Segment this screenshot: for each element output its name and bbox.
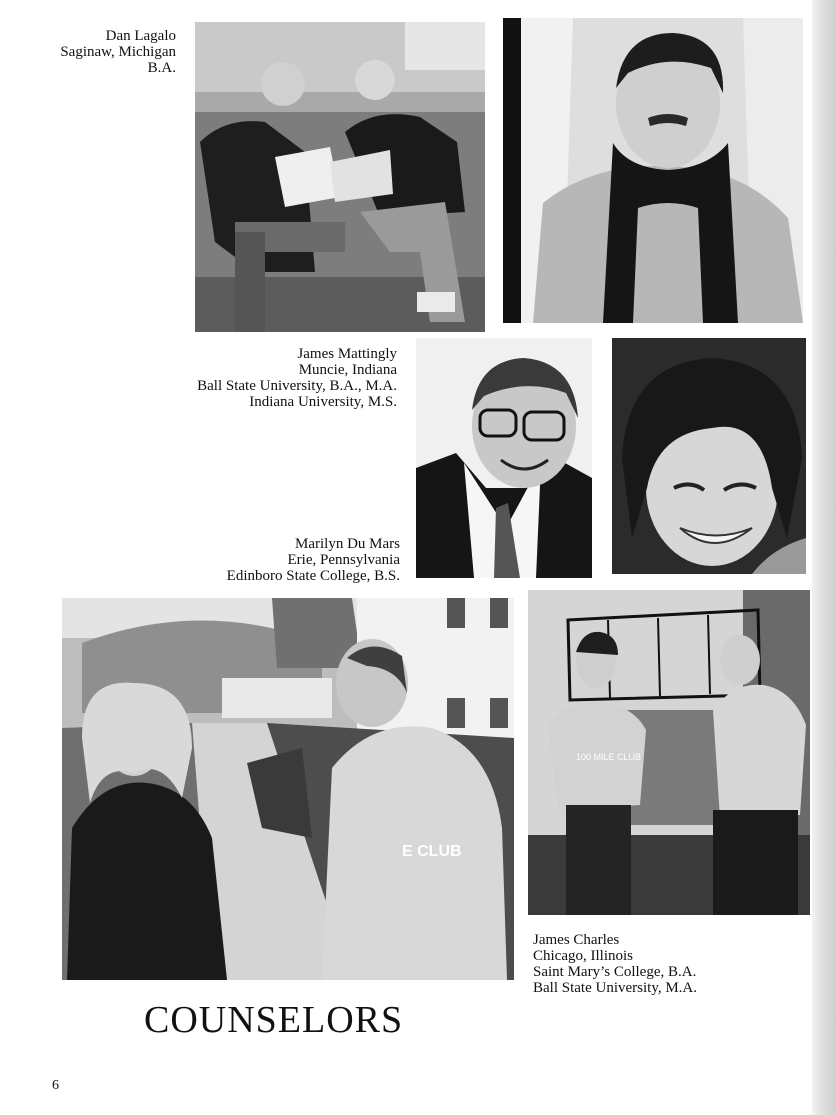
caption-james-charles [533,932,763,996]
caption-degree: Saint Mary’s College, B.A. [533,964,697,980]
caption-degree: Ball State University, M.A. [533,980,698,996]
page-number: 6 [52,1078,59,1093]
shirt-text: E CLUB [402,843,462,860]
caption-degree: Ball State University, B.A., M.A. [197,378,397,394]
photo-woman-and-man-outdoors [62,598,514,980]
caption-degree: Indiana University, M.S. [249,394,397,410]
caption-james-mattingly [150,346,397,410]
shirt-text: 100 MILE CLUB [576,752,642,762]
caption-degree: Edinboro State College, B.S. [226,568,400,584]
photo-man-with-scarf [503,18,803,323]
caption-name: Dan Lagalo [105,28,176,44]
page-title: COUNSELORS [144,999,404,1041]
caption-degree: B.A. [147,60,176,76]
photo-smiling-woman [612,338,806,574]
photo-two-men-by-building [528,590,810,915]
caption-hometown: Erie, Pennsylvania [287,552,400,568]
caption-hometown: Chicago, Illinois [533,948,633,964]
caption-name: James Mattingly [297,346,397,362]
caption-marilyn-du-mars [170,536,400,584]
photo-smiling-man-with-glasses [416,338,592,578]
caption-dan-lagalo [40,28,176,76]
caption-hometown: Muncie, Indiana [298,362,397,378]
caption-name: Marilyn Du Mars [295,536,400,552]
caption-hometown: Saginaw, Michigan [60,44,176,60]
photo-two-men-reading [195,22,485,332]
page-edge-shadow [812,0,836,1115]
caption-name: James Charles [533,932,620,948]
